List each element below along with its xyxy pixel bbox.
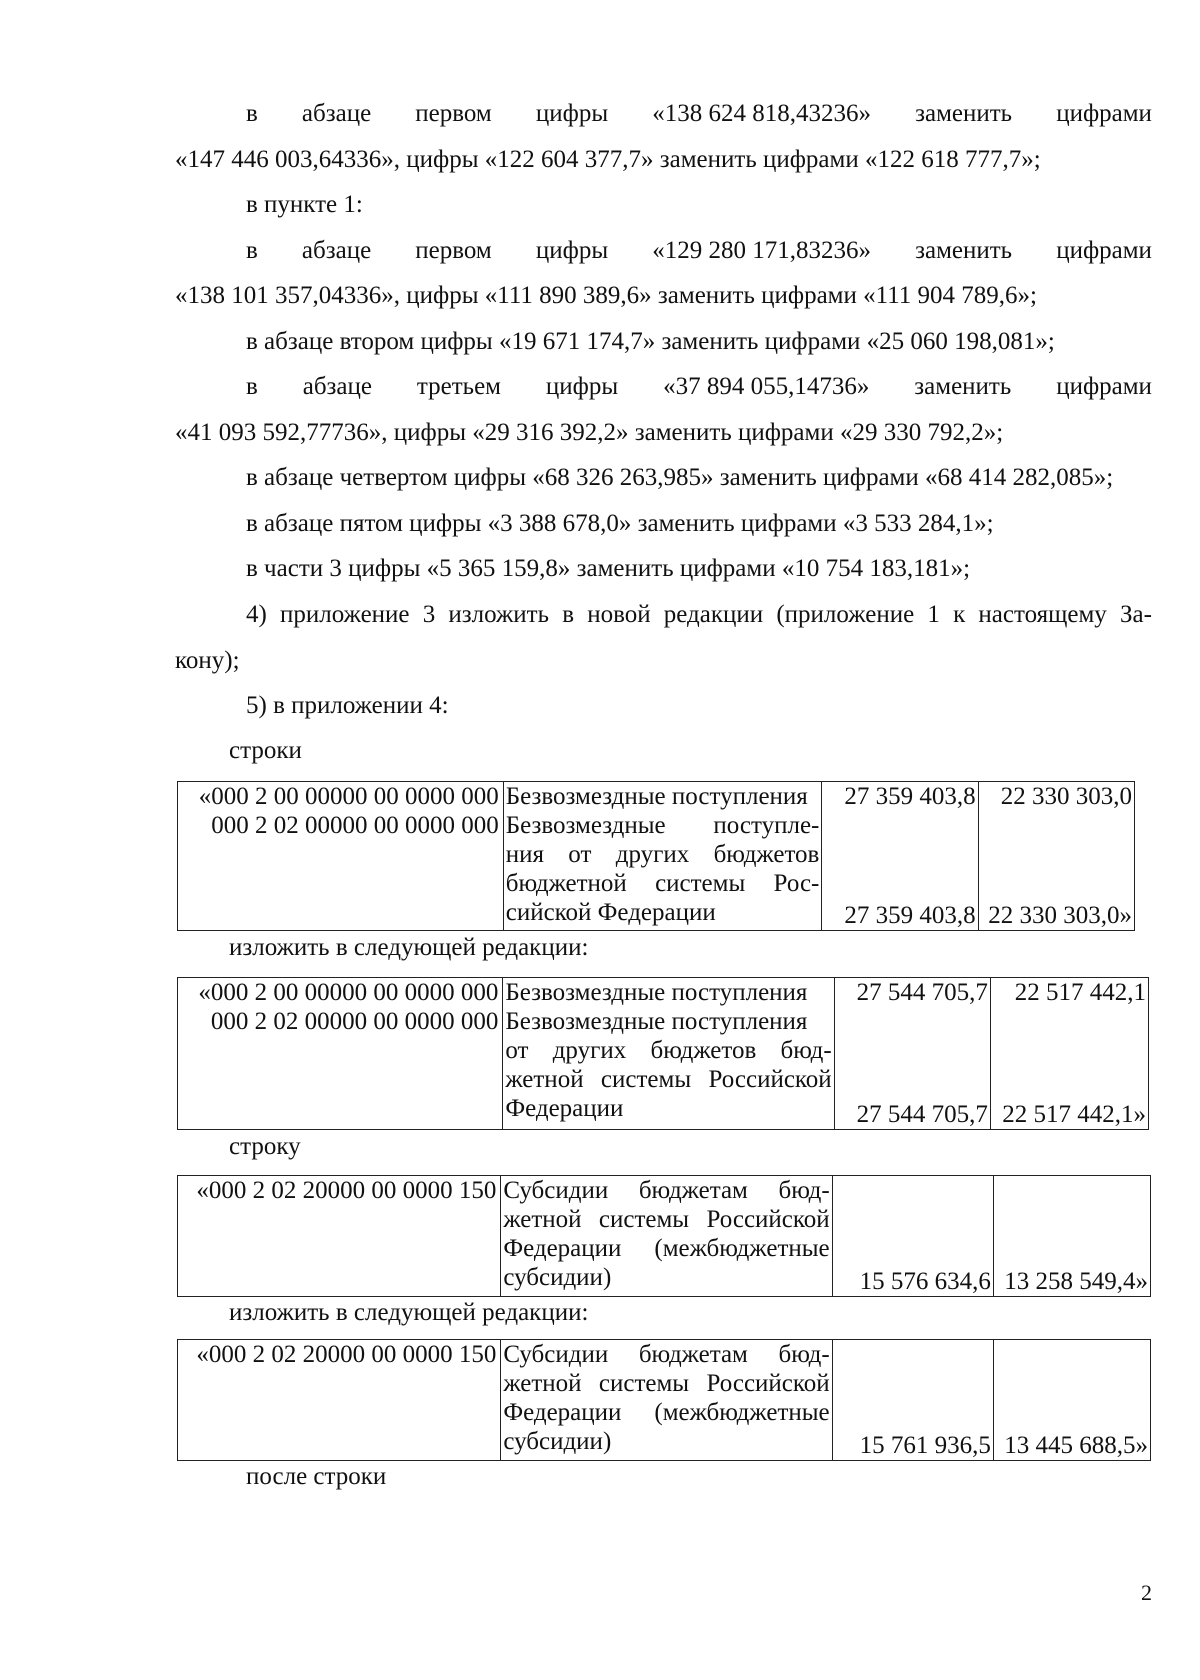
word: «129 280 171,83236» bbox=[652, 237, 871, 264]
word: бюд- bbox=[778, 1177, 830, 1204]
code-cell bbox=[178, 1176, 501, 1297]
word: бюд- bbox=[778, 1341, 830, 1368]
word: цифрами bbox=[1056, 100, 1152, 127]
word: новой bbox=[587, 601, 651, 628]
description-line bbox=[503, 1427, 829, 1456]
word: от bbox=[568, 841, 592, 868]
description-line bbox=[506, 840, 820, 869]
word: цифрами bbox=[1056, 237, 1152, 264]
word: Федерации bbox=[505, 1095, 624, 1122]
word: Российской bbox=[708, 1066, 832, 1093]
value-cell bbox=[822, 782, 978, 931]
table-4 bbox=[177, 1339, 1151, 1461]
word: бюд- bbox=[780, 1037, 832, 1064]
word: Рос- bbox=[773, 870, 820, 897]
value-cell bbox=[993, 1176, 1150, 1297]
word: Федерации bbox=[503, 1235, 622, 1262]
word: в bbox=[246, 237, 258, 264]
value-top: 22 330 303,0 bbox=[1000, 783, 1132, 810]
word: к bbox=[953, 601, 966, 628]
code-line: 000 2 02 00000 00 0000 000 bbox=[211, 812, 499, 839]
paragraph-5 bbox=[246, 371, 1152, 403]
word: (межбюджетные bbox=[654, 1399, 830, 1426]
table-row bbox=[178, 1176, 1151, 1297]
description-line bbox=[506, 869, 820, 898]
code-line: «000 2 00 00000 00 0000 000 bbox=[198, 979, 499, 1006]
paragraph-6: в абзаце четвертом цифры «68 326 263,985» заменить цифрами «68 414 282,085»; bbox=[246, 464, 1114, 491]
word: цифрами bbox=[1056, 373, 1152, 400]
word: системы bbox=[598, 1206, 690, 1233]
code-line: «000 2 02 20000 00 0000 150 bbox=[196, 1177, 497, 1204]
word: первом bbox=[415, 237, 492, 264]
description-line bbox=[505, 1065, 831, 1094]
word: заменить bbox=[914, 373, 1012, 400]
word: (приложение bbox=[776, 601, 915, 628]
word: субсидии) bbox=[503, 1264, 612, 1291]
description-line bbox=[503, 1205, 829, 1234]
value-cell bbox=[993, 1340, 1150, 1461]
word: цифры bbox=[535, 237, 609, 264]
description-cell bbox=[501, 1340, 832, 1461]
paragraph-8: в части 3 цифры «5 365 159,8» заменить цифрами «10 754 183,181»; bbox=[246, 555, 971, 582]
label-izlozhit-1: изложить в следующей редакции: bbox=[229, 934, 589, 961]
value-cell bbox=[978, 782, 1134, 931]
code-cell bbox=[178, 782, 504, 931]
description-line bbox=[503, 1234, 829, 1263]
value-top: 22 517 442,1 bbox=[1014, 979, 1146, 1006]
word: сийской Федерации bbox=[505, 899, 716, 926]
paragraph-5-cont: «41 093 592,77736», цифры «29 316 392,2» заменить цифрами «29 330 792,2»; bbox=[175, 419, 1004, 446]
label-stroki: строки bbox=[229, 737, 302, 764]
value-cell bbox=[832, 1176, 993, 1297]
word: приложение bbox=[280, 601, 410, 628]
word: жетной bbox=[503, 1370, 582, 1397]
paragraph-2: в пункте 1: bbox=[246, 191, 363, 218]
word: абзаце bbox=[302, 373, 372, 400]
value-bottom: 22 517 442,1» bbox=[1002, 1101, 1146, 1128]
value-bottom: 27 359 403,8 bbox=[844, 902, 976, 929]
code-line: 000 2 02 00000 00 0000 000 bbox=[210, 1008, 499, 1035]
paragraph-7: в абзаце пятом цифры «3 388 678,0» заменить цифрами «3 533 284,1»; bbox=[246, 510, 994, 537]
code-cell bbox=[178, 1340, 501, 1461]
word: первом bbox=[415, 100, 492, 127]
description-line bbox=[503, 1398, 829, 1427]
word: Российской bbox=[706, 1370, 830, 1397]
description-cell bbox=[503, 978, 834, 1130]
word: Субсидии bbox=[503, 1341, 609, 1368]
word: субсидии) bbox=[503, 1428, 612, 1455]
code-cell bbox=[178, 978, 503, 1130]
word: редакции bbox=[663, 601, 764, 628]
word: цифры bbox=[545, 373, 619, 400]
table-2 bbox=[177, 977, 1149, 1130]
value-top: 27 544 705,7 bbox=[856, 979, 988, 1006]
code-line: «000 2 02 20000 00 0000 150 bbox=[196, 1341, 497, 1368]
word: Безвозмездные поступления bbox=[505, 1008, 808, 1035]
word: Безвозмездные поступления bbox=[505, 979, 808, 1006]
value-bottom: 15 761 936,5 bbox=[859, 1432, 991, 1459]
word: бюджетов bbox=[650, 1037, 757, 1064]
description-line bbox=[505, 1036, 831, 1065]
word: ния bbox=[505, 841, 544, 868]
table-row bbox=[178, 782, 1135, 931]
value-bottom: 15 576 634,6 bbox=[859, 1268, 991, 1295]
word: жетной bbox=[505, 1066, 584, 1093]
value-top: 27 359 403,8 bbox=[844, 783, 976, 810]
paragraph-3 bbox=[246, 235, 1152, 267]
table-row bbox=[178, 978, 1149, 1130]
table-row bbox=[178, 1340, 1151, 1461]
word: в bbox=[562, 601, 574, 628]
word: абзаце bbox=[301, 100, 372, 127]
word: «138 624 818,43236» bbox=[652, 100, 871, 127]
word: 3 bbox=[422, 601, 436, 628]
word: бюджетам bbox=[638, 1177, 748, 1204]
word: жетной bbox=[503, 1206, 582, 1233]
description-line bbox=[505, 1007, 831, 1036]
table-1 bbox=[177, 781, 1135, 931]
word: Российской bbox=[706, 1206, 830, 1233]
word: других bbox=[552, 1037, 627, 1064]
word: изложить bbox=[448, 601, 549, 628]
table-3 bbox=[177, 1175, 1151, 1297]
value-bottom: 22 330 303,0» bbox=[988, 902, 1132, 929]
paragraph-3-cont: «138 101 357,04336», цифры «111 890 389,6» заменить цифрами «111 904 789,6»; bbox=[175, 282, 1037, 309]
paragraph-9-cont: кону); bbox=[175, 647, 240, 674]
description-cell bbox=[501, 1176, 832, 1297]
paragraph-1-cont: «147 446 003,64336», цифры «122 604 377,7» заменить цифрами «122 618 777,7»; bbox=[175, 146, 1041, 173]
description-line bbox=[506, 782, 820, 811]
value-cell bbox=[834, 978, 990, 1130]
word: поступле- bbox=[713, 812, 820, 839]
label-posle-stroki: после строки bbox=[246, 1463, 387, 1490]
value-cell bbox=[832, 1340, 993, 1461]
word: настоящему bbox=[978, 601, 1107, 628]
description-line bbox=[503, 1340, 829, 1369]
value-bottom: 13 258 549,4» bbox=[1004, 1268, 1148, 1295]
description-cell bbox=[503, 782, 822, 931]
code-line: «000 2 00 00000 00 0000 000 bbox=[198, 783, 499, 810]
description-line bbox=[506, 811, 820, 840]
word: «37 894 055,14736» bbox=[663, 373, 870, 400]
word: Безвозмездные поступления bbox=[505, 783, 808, 810]
paragraph-4: в абзаце втором цифры «19 671 174,7» заменить цифрами «25 060 198,081»; bbox=[246, 328, 1055, 355]
word: в bbox=[246, 373, 258, 400]
word: в bbox=[246, 100, 258, 127]
word: абзаце bbox=[301, 237, 372, 264]
word: За- bbox=[1119, 601, 1152, 628]
description-line bbox=[505, 1094, 831, 1123]
word: системы bbox=[655, 870, 746, 897]
paragraph-10: 5) в приложении 4: bbox=[246, 692, 449, 719]
word: других bbox=[615, 841, 690, 868]
label-izlozhit-2: изложить в следующей редакции: bbox=[229, 1299, 589, 1326]
word: 4) bbox=[246, 601, 267, 628]
paragraph-1 bbox=[246, 98, 1152, 130]
description-line bbox=[505, 978, 831, 1007]
word: 1 bbox=[927, 601, 940, 628]
word: Федерации bbox=[503, 1399, 622, 1426]
word: заменить bbox=[915, 100, 1013, 127]
value-bottom: 27 544 705,7 bbox=[856, 1101, 988, 1128]
description-line bbox=[503, 1263, 829, 1292]
word: Безвозмездные bbox=[505, 812, 666, 839]
word: от bbox=[505, 1037, 529, 1064]
word: системы bbox=[598, 1370, 690, 1397]
word: (межбюджетные bbox=[654, 1235, 830, 1262]
value-bottom: 13 445 688,5» bbox=[1004, 1432, 1148, 1459]
page-number: 2 bbox=[1141, 1580, 1152, 1605]
word: бюджетной bbox=[505, 870, 627, 897]
word: системы bbox=[600, 1066, 692, 1093]
word: заменить bbox=[915, 237, 1013, 264]
word: Субсидии bbox=[503, 1177, 609, 1204]
value-cell bbox=[990, 978, 1148, 1130]
word: бюджетов bbox=[713, 841, 820, 868]
paragraph-9 bbox=[246, 599, 1152, 631]
description-line bbox=[503, 1176, 829, 1205]
description-line bbox=[503, 1369, 829, 1398]
label-stroku: строку bbox=[229, 1133, 301, 1160]
word: третьем bbox=[416, 373, 501, 400]
description-line bbox=[506, 898, 820, 927]
word: бюджетам bbox=[638, 1341, 748, 1368]
word: цифры bbox=[535, 100, 609, 127]
